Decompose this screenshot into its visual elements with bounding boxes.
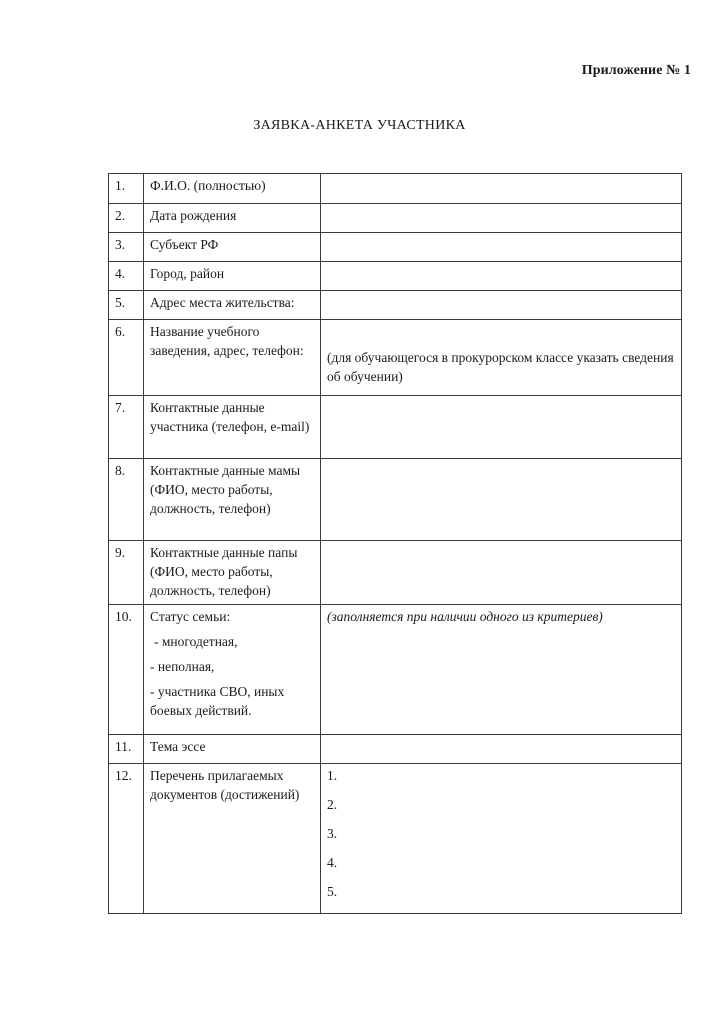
row-number: 1. — [109, 174, 144, 204]
family-status-note: (заполняется при наличии одного из критериев) — [327, 609, 603, 624]
family-status-option: - неполная, — [150, 659, 215, 674]
birth-date-field[interactable] — [321, 204, 682, 233]
father-contacts-field[interactable] — [321, 541, 682, 605]
table-row — [109, 459, 682, 541]
mother-contacts-field[interactable] — [321, 459, 682, 541]
table-row — [109, 764, 682, 914]
family-status-label: Статус семьи: — [150, 609, 231, 624]
table-row — [109, 541, 682, 605]
row-number: 9. — [109, 541, 144, 605]
row-number: 12. — [109, 764, 144, 914]
participant-contacts-field[interactable] — [321, 396, 682, 459]
row-number: 5. — [109, 291, 144, 320]
row-number: 10. — [109, 605, 144, 735]
application-form-table — [108, 173, 682, 914]
essay-topic-field[interactable] — [321, 735, 682, 764]
city-field[interactable] — [321, 262, 682, 291]
school-field[interactable] — [321, 320, 682, 396]
region-field[interactable] — [321, 233, 682, 262]
row-label: Адрес места жительства: — [144, 291, 321, 320]
address-field[interactable] — [321, 291, 682, 320]
documents-list-field[interactable] — [321, 764, 682, 914]
school-field-note: (для обучающегося в прокурорском классе указать сведения об обучении) — [327, 350, 674, 384]
row-label: Название учебного заведения, адрес, телефон: — [144, 320, 321, 396]
family-status-option: - участника СВО, иных боевых действий. — [150, 684, 285, 718]
row-number: 3. — [109, 233, 144, 262]
table-row — [109, 605, 682, 735]
row-number: 6. — [109, 320, 144, 396]
document-list-item: 4. — [327, 855, 338, 870]
row-number: 4. — [109, 262, 144, 291]
table-row — [109, 291, 682, 320]
appendix-label: Приложение № 1 — [581, 63, 691, 78]
row-label: Перечень прилагаемых документов (достижений) — [144, 764, 321, 914]
table-row — [109, 233, 682, 262]
row-number: 7. — [109, 396, 144, 459]
document-title: ЗАЯВКА-АНКЕТА УЧАСТНИКА — [253, 118, 466, 133]
row-label: Контактные данные папы (ФИО, место работы, должность, телефон) — [144, 541, 321, 605]
row-label: Тема эссе — [144, 735, 321, 764]
table-row — [109, 396, 682, 459]
document-list-item: 2. — [327, 797, 338, 812]
table-row — [109, 204, 682, 233]
row-label — [144, 605, 321, 735]
row-label: Дата рождения — [144, 204, 321, 233]
document-list-item: 5. — [327, 884, 338, 899]
document-list-item: 1. — [327, 768, 338, 783]
table-row — [109, 174, 682, 204]
full-name-field[interactable] — [321, 174, 682, 204]
family-status-field[interactable] — [321, 605, 682, 735]
table-row — [109, 735, 682, 764]
document-list-item: 3. — [327, 826, 338, 841]
row-number: 2. — [109, 204, 144, 233]
row-label: Город, район — [144, 262, 321, 291]
table-row — [109, 320, 682, 396]
family-status-option: - многодетная, — [154, 634, 238, 649]
row-label: Ф.И.О. (полностью) — [144, 174, 321, 204]
table-row — [109, 262, 682, 291]
row-number: 8. — [109, 459, 144, 541]
row-label: Контактные данные мамы (ФИО, место работы, должность, телефон) — [144, 459, 321, 541]
row-number: 11. — [109, 735, 144, 764]
row-label: Субъект РФ — [144, 233, 321, 262]
row-label: Контактные данные участника (телефон, e-mail) — [144, 396, 321, 459]
